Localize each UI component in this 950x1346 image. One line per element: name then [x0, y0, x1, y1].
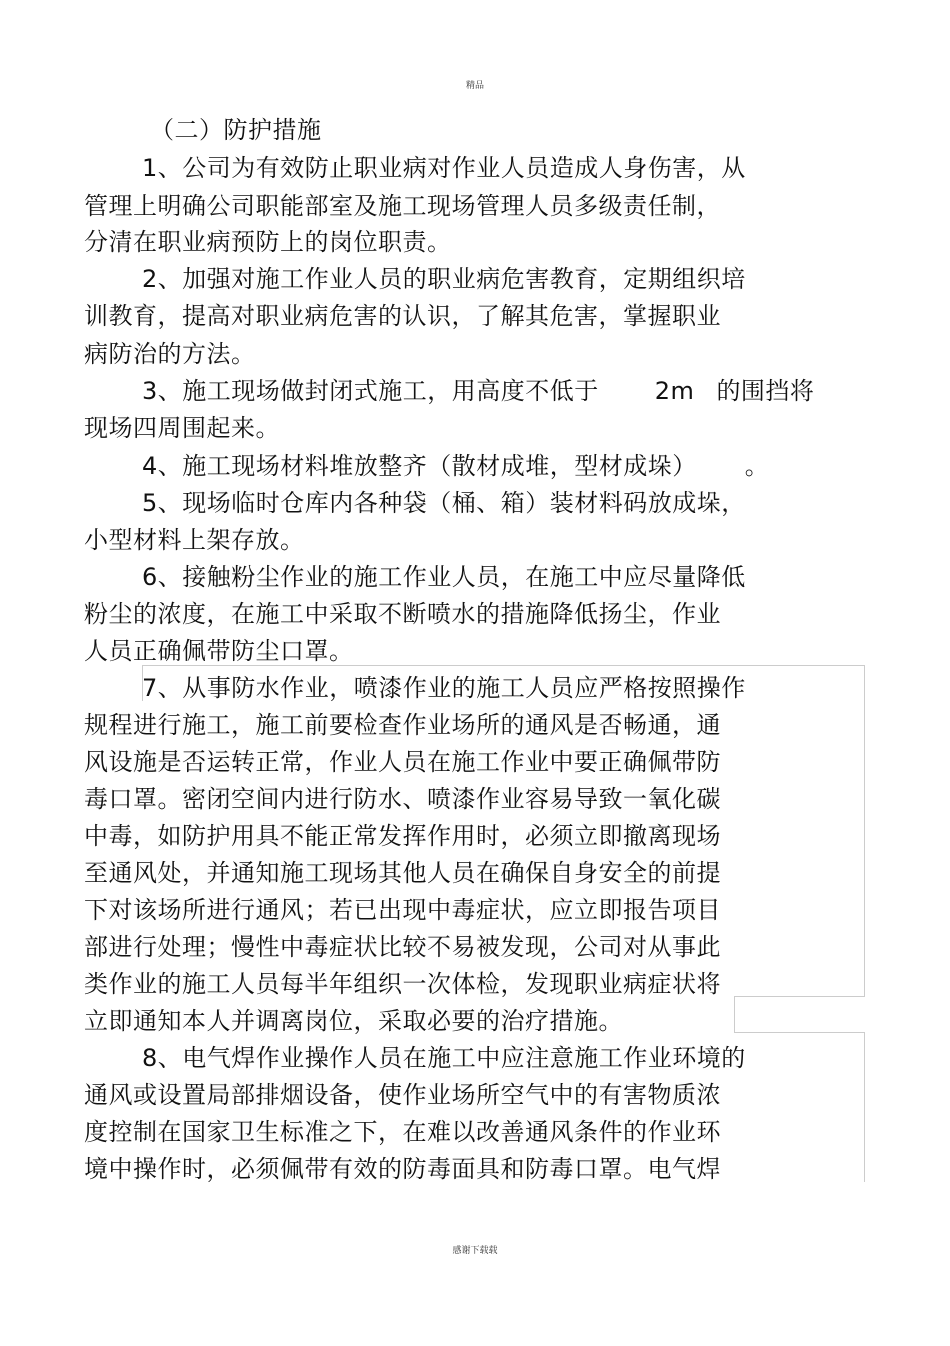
para7-line1: 7、从事防水作业，喷漆作业的施工人员应严格按照操作	[142, 674, 746, 702]
para2-line1: 2、加强对施工作业人员的职业病危害教育，定期组织培	[142, 265, 746, 293]
para2-line2: 训教育，提高对职业病危害的认识，了解其危害，掌握职业	[84, 302, 721, 330]
para4-line1-b: 。	[744, 452, 770, 480]
para7-line4: 毒口罩。密闭空间内进行防水、喷漆作业容易导致一氧化碳	[84, 785, 721, 813]
para7-line8: 部进行处理；慢性中毒症状比较不易被发现，公司对从事此	[84, 933, 721, 961]
para1-line3: 分清在职业病预防上的岗位职责。	[84, 228, 452, 256]
frame-line-mid	[734, 996, 865, 997]
para6-line3: 人员正确佩带防尘口罩。	[84, 637, 354, 665]
para7-line3: 风设施是否运转正常，作业人员在施工作业中要正确佩带防	[84, 748, 721, 776]
para8-line3: 度控制在国家卫生标准之下，在难以改善通风条件的作业环	[84, 1118, 721, 1146]
para7-line10: 立即通知本人并调离岗位，采取必要的治疗措施。	[84, 1007, 623, 1035]
para8-line2: 通风或设置局部排烟设备，使作业场所空气中的有害物质浓	[84, 1081, 721, 1109]
page-header: 精品	[465, 81, 484, 91]
frame-line-inner-bottom	[734, 1032, 865, 1033]
para7-line7: 下对该场所进行通风；若已出现中毒症状，应立即报告项目	[84, 896, 721, 924]
para6-line2: 粉尘的浓度，在施工中采取不断喷水的措施降低扬尘，作业	[84, 600, 721, 628]
para4-line1-a: 4、施工现场材料堆放整齐（散材成堆，型材成垛）	[142, 452, 697, 480]
para8-line1: 8、电气焊作业操作人员在施工中应注意施工作业环境的	[142, 1044, 746, 1072]
para7-line9: 类作业的施工人员每半年组织一次体检，发现职业病症状将	[84, 970, 721, 998]
para5-line2: 小型材料上架存放。	[84, 526, 305, 554]
para3-line2: 现场四周围起来。	[84, 414, 280, 442]
frame-line-right-1	[864, 665, 865, 997]
para3-line1-b: 2m	[654, 377, 695, 405]
para7-line5: 中毒，如防护用具不能正常发挥作用时，必须立即撤离现场	[84, 822, 721, 850]
section-title: （二）防护措施	[150, 116, 322, 144]
para7-line6: 至通风处，并通知施工现场其他人员在确保自身安全的前提	[84, 859, 721, 887]
para1-line2: 管理上明确公司职能部室及施工现场管理人员多级责任制，	[84, 192, 721, 220]
frame-line-right-2	[864, 1032, 865, 1182]
para6-line1: 6、接触粉尘作业的施工作业人员，在施工中应尽量降低	[142, 563, 746, 591]
para3-line1	[142, 375, 814, 407]
para8-line4: 境中操作时，必须佩带有效的防毒面具和防毒口罩。电气焊	[84, 1155, 721, 1183]
para3-line1-c: 的围挡将	[716, 377, 815, 405]
para1-line1: 1、公司为有效防止职业病对作业人员造成人身伤害，从	[142, 154, 746, 182]
para4-line1	[142, 450, 769, 482]
para7-line2: 规程进行施工，施工前要检查作业场所的通风是否畅通，通	[84, 711, 721, 739]
para3-line1-a: 3、施工现场做封闭式施工，用高度不低于	[142, 377, 599, 405]
para2-line3: 病防治的方法。	[84, 340, 256, 368]
page-footer: 感谢下载载	[452, 1246, 498, 1256]
frame-line-inner-left	[734, 996, 735, 1032]
para5-line1: 5、现场临时仓库内各种袋（桶、箱）装材料码放成垛，	[142, 489, 746, 517]
